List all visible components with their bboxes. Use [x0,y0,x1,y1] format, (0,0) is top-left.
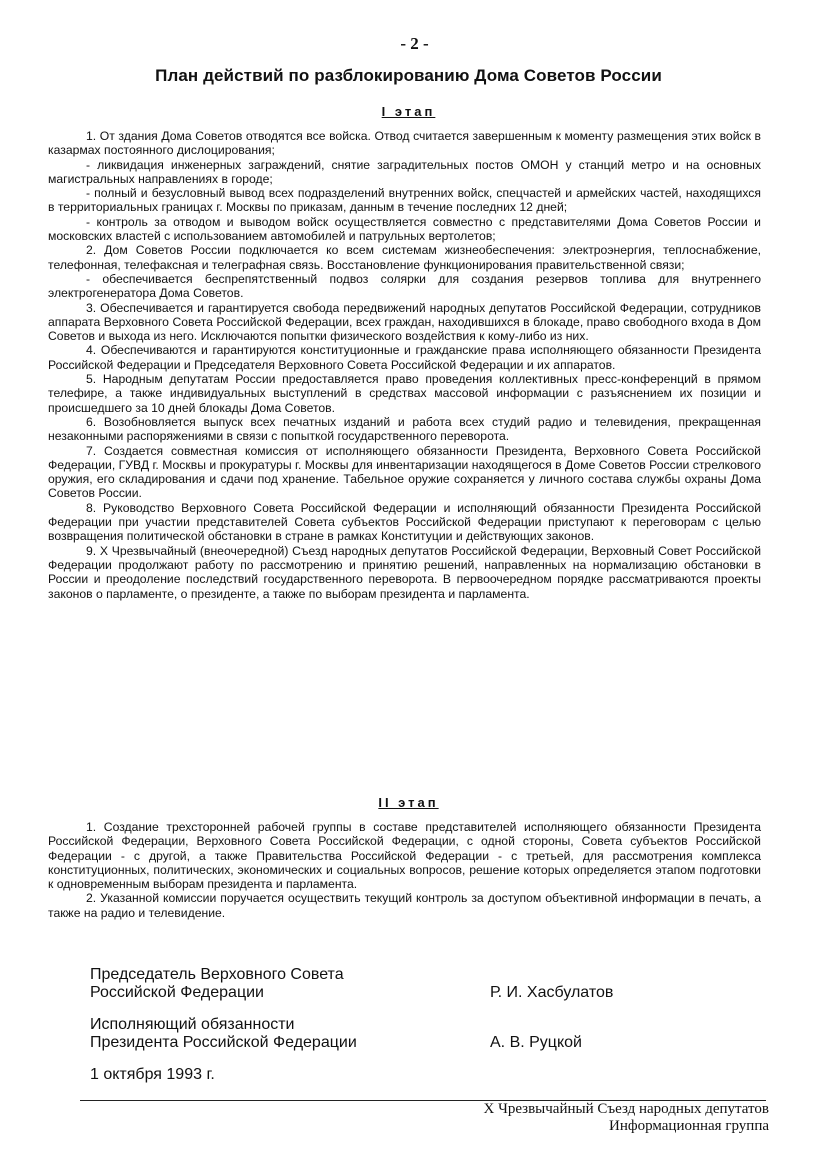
paragraph: 4. Обеспечиваются и гарантируются конституционные и гражданские права исполняющего обязанности Президента Российской Федерации и Председателя Верховного Совета Российской Федерации и их аппаратов. [48,343,761,372]
paragraph: - полный и безусловный вывод всех подразделений внутренних войск, спецчастей и армейских частей, находящихся в территориальных границах г. Москвы по приказам, данным в течение последних 12 дней; [48,186,761,215]
paragraph: 7. Создается совместная комиссия от исполняющего обязанности Президента, Верховного Совета Российской Федерации, ГУВД г. Москвы и прокуратуры г. Москвы для инвентаризации находящегося в Доме Советов России стрелкового оружия, его складирования и сдачи под хранение. Табельное оружие сохраняется у личного состава службы охраны Дома Советов России. [48,443,761,501]
paragraph: 2. Указанной комиссии поручается осуществить текущий контроль за доступом объективной информации в печать, а также на радио и телевидение. [48,891,761,920]
footer-line: X Чрезвычайный Съезд народных депутатов [483,1101,769,1117]
paragraph: 1. Создание трехсторонней рабочей группы в составе представителей исполняющего обязанности Президента Российской Федерации, Верховного Совета Российской Федерации, с одной стороны, Совета субъектов Российской Федерации - с другой, а также Правительства Российской Федерации - с третьей, для рассмотрения комплекса конституционных, политических, экономических и социальных вопросов, решение которых определяется этапом подготовки к одновременным выборам президента и парламента. [48,820,761,892]
stage-1-body [48,129,761,601]
signatory-name: Р. И. Хасбулатов [490,984,614,1001]
paragraph: 3. Обеспечивается и гарантируется свобода передвижений народных депутатов Российской Федерации, сотрудников аппарата Верховного Совета Российской Федерации, всех граждан, находившихся в блокаде, право свободного входа в Дом Советов и выхода из него. Исключаются попытки физического воздействия к кому-либо из них. [48,300,761,344]
paragraph: 2. Дом Советов России подключается ко всем системам жизнеобеспечения: электроэнергия, теплоснабжение, телефонная, телефаксная и телеграфная связь. Восстановление функционирования правительственной связи; [48,243,761,272]
paragraph: 6. Возобновляется выпуск всех печатных изданий и работа всех студий радио и телевидения, прекращенная незаконными распоряжениями в связи с попыткой государственного переворота. [48,414,761,444]
position-line: Президента Российской Федерации [90,1034,357,1051]
page-number: - 2 - [400,34,429,53]
footer [483,1101,769,1135]
document-date: 1 октября 1993 г. [90,1066,215,1083]
stage-2-heading: II этап [378,795,439,810]
position-line: Российской Федерации [90,984,264,1001]
paragraph: - контроль за отводом и выводом войск осуществляется совместно с представителями Дома Советов России и московских властей с использованием автомобилей и патрульных вертолетов; [48,214,761,244]
paragraph: 8. Руководство Верховного Совета Российской Федерации и исполняющий обязанности Президента Российской Федерации при участии представителей Совета субъектов Российской Федерации приступают к переговорам с целью возвращения политической обстановки в стране в рамках Конституции и действующих законов. [48,500,761,544]
paragraph: - обеспечивается беспрепятственный подвоз солярки для создания резервов топлива для внутреннего электрогенератора Дома Советов. [48,271,761,301]
signature-block [90,966,690,1084]
signatory-position [90,1016,490,1052]
paragraph: 9. X Чрезвычайный (внеочередной) Съезд народных депутатов Российской Федерации, Верховный Совет Российской Федерации продолжают работу по рассмотрению и принятию решений, направленных на нормализацию обстановки в России и преодоление последствий государственного переворота. В первоочередном порядке рассматриваются проекты законов о парламенте, о президенте, а также по выборам президента и парламента. [48,543,761,601]
paragraph: 1. От здания Дома Советов отводятся все войска. Отвод считается завершенным к моменту размещения этих войск в казармах постоянного дислоцирования; [48,129,761,158]
footer-line: Информационная группа [609,1118,769,1134]
paragraph: 5. Народным депутатам России предоставляется право проведения коллективных пресс-конференций в прямом телефире, а также индивидуальных выступлений в средствах массовой информации с разъяснением их позиции и происшедшего за 10 дней блокады Дома Советов. [48,372,761,415]
signature-row [90,966,690,1002]
paragraph: - ликвидация инженерных заграждений, снятие заградительных постов ОМОН у станций метро и на основных магистральных направлениях в городе; [48,157,761,186]
position-line: Исполняющий обязанности [90,1016,295,1033]
signatory-name: А. В. Руцкой [490,1034,582,1051]
signatory-position [90,966,490,1002]
stage-2-body [48,820,761,920]
position-line: Председатель Верховного Совета [90,966,344,983]
signature-row [90,1016,690,1052]
document-title: План действий по разблокированию Дома Советов России [155,66,662,85]
stage-1-heading: I этап [381,104,436,119]
